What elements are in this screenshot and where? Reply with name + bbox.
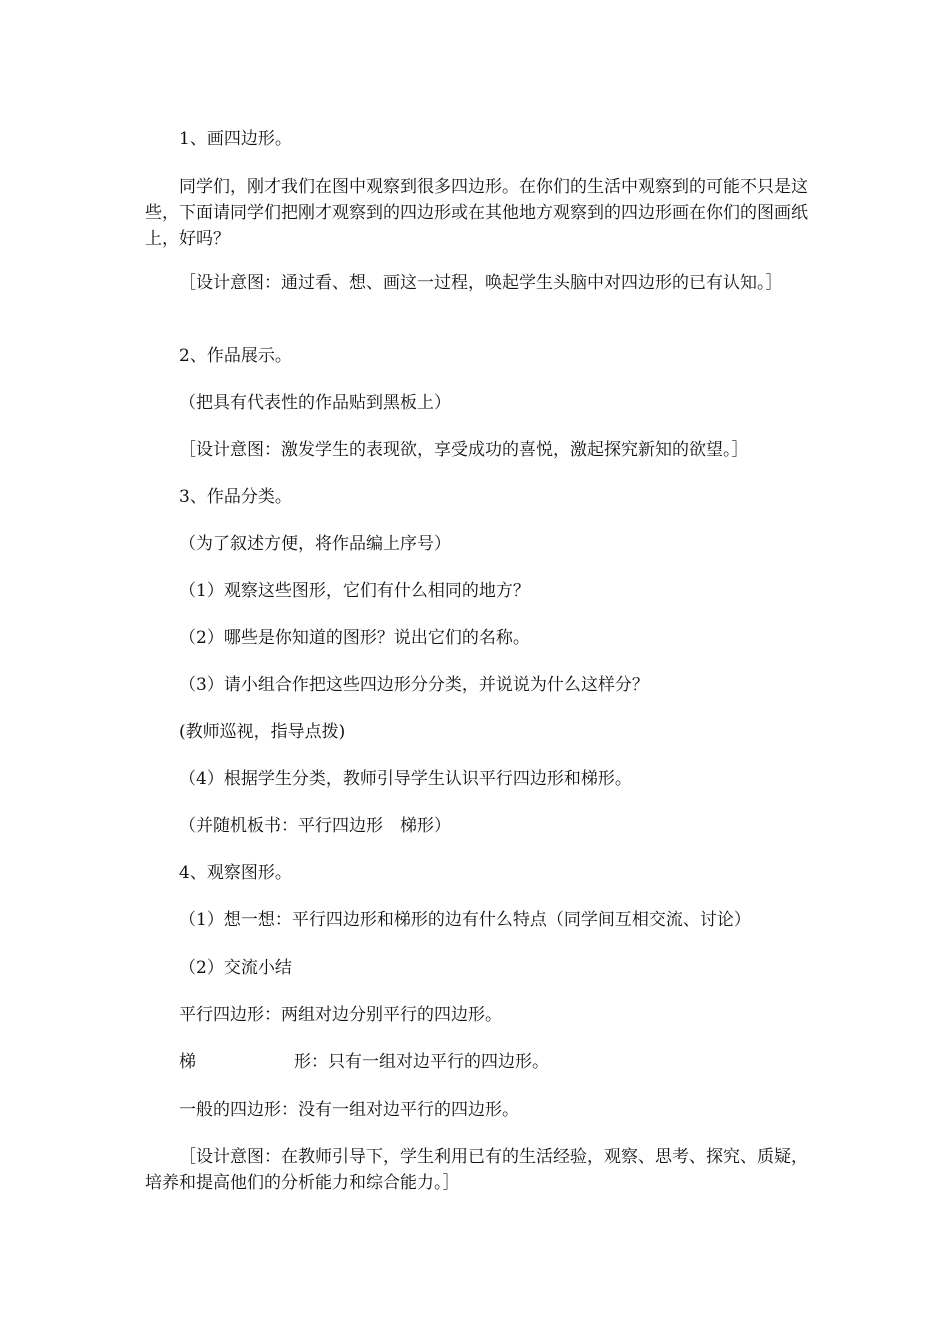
question-1: （1）观察这些图形，它们有什么相同的地方？ (179, 581, 530, 601)
think-question: （1）想一想：平行四边形和梯形的边有什么特点（同学间互相交流、讨论） (179, 910, 751, 930)
question-4: （4）根据学生分类，教师引导学生认识平行四边形和梯形。 (179, 769, 632, 789)
trapezoid-term-char-2: 形 (294, 1052, 311, 1072)
paragraph-intro: 同学们，刚才我们在图中观察到很多四边形。在你们的生活中观察到的可能不只是这些，下面请同学们把刚才观察到的四边形或在其他地方观察到的四边形画在你们的图画纸上，好吗？ (145, 177, 808, 249)
summary-label: （2）交流小结 (179, 958, 292, 978)
design-note-2: ［设计意图：激发学生的表现欲，享受成功的喜悦，激起探究新知的欲望。］ (179, 440, 749, 460)
trapezoid-definition-text: ：只有一组对边平行的四边形。 (311, 1052, 549, 1072)
question-3: （3）请小组合作把这些四边形分分类，并说说为什么这样分？ (179, 675, 649, 695)
note-post-works: （把具有代表性的作品贴到黑板上） (179, 393, 451, 413)
definition-general-quadrilateral: 一般的四边形：没有一组对边平行的四边形。 (179, 1100, 519, 1120)
definition-parallelogram: 平行四边形：两组对边分别平行的四边形。 (179, 1005, 502, 1025)
question-2: （2）哪些是你知道的图形？说出它们的名称。 (179, 628, 530, 648)
design-note-1: ［设计意图：通过看、想、画这一过程，唤起学生头脑中对四边形的已有认知。］ (179, 273, 783, 293)
trapezoid-term-char-1: 梯 (179, 1052, 196, 1072)
note-board-writing: （并随机板书：平行四边形 梯形） (179, 816, 451, 836)
note-number-works: （为了叙述方便，将作品编上序号） (179, 534, 451, 554)
heading-draw-quadrilateral: 1、画四边形。 (179, 129, 292, 149)
design-note-3: ［设计意图：在教师引导下，学生利用已有的生活经验，观察、思考、探究、质疑，培养和提高他们的分析能力和综合能力。］ (145, 1147, 808, 1193)
heading-work-display: 2、作品展示。 (179, 346, 292, 366)
definition-trapezoid (145, 1049, 810, 1075)
heading-work-classify: 3、作品分类。 (179, 487, 292, 507)
note-teacher-patrol: (教师巡视，指导点拨) (179, 722, 346, 742)
heading-observe-shapes: 4、观察图形。 (179, 863, 292, 883)
